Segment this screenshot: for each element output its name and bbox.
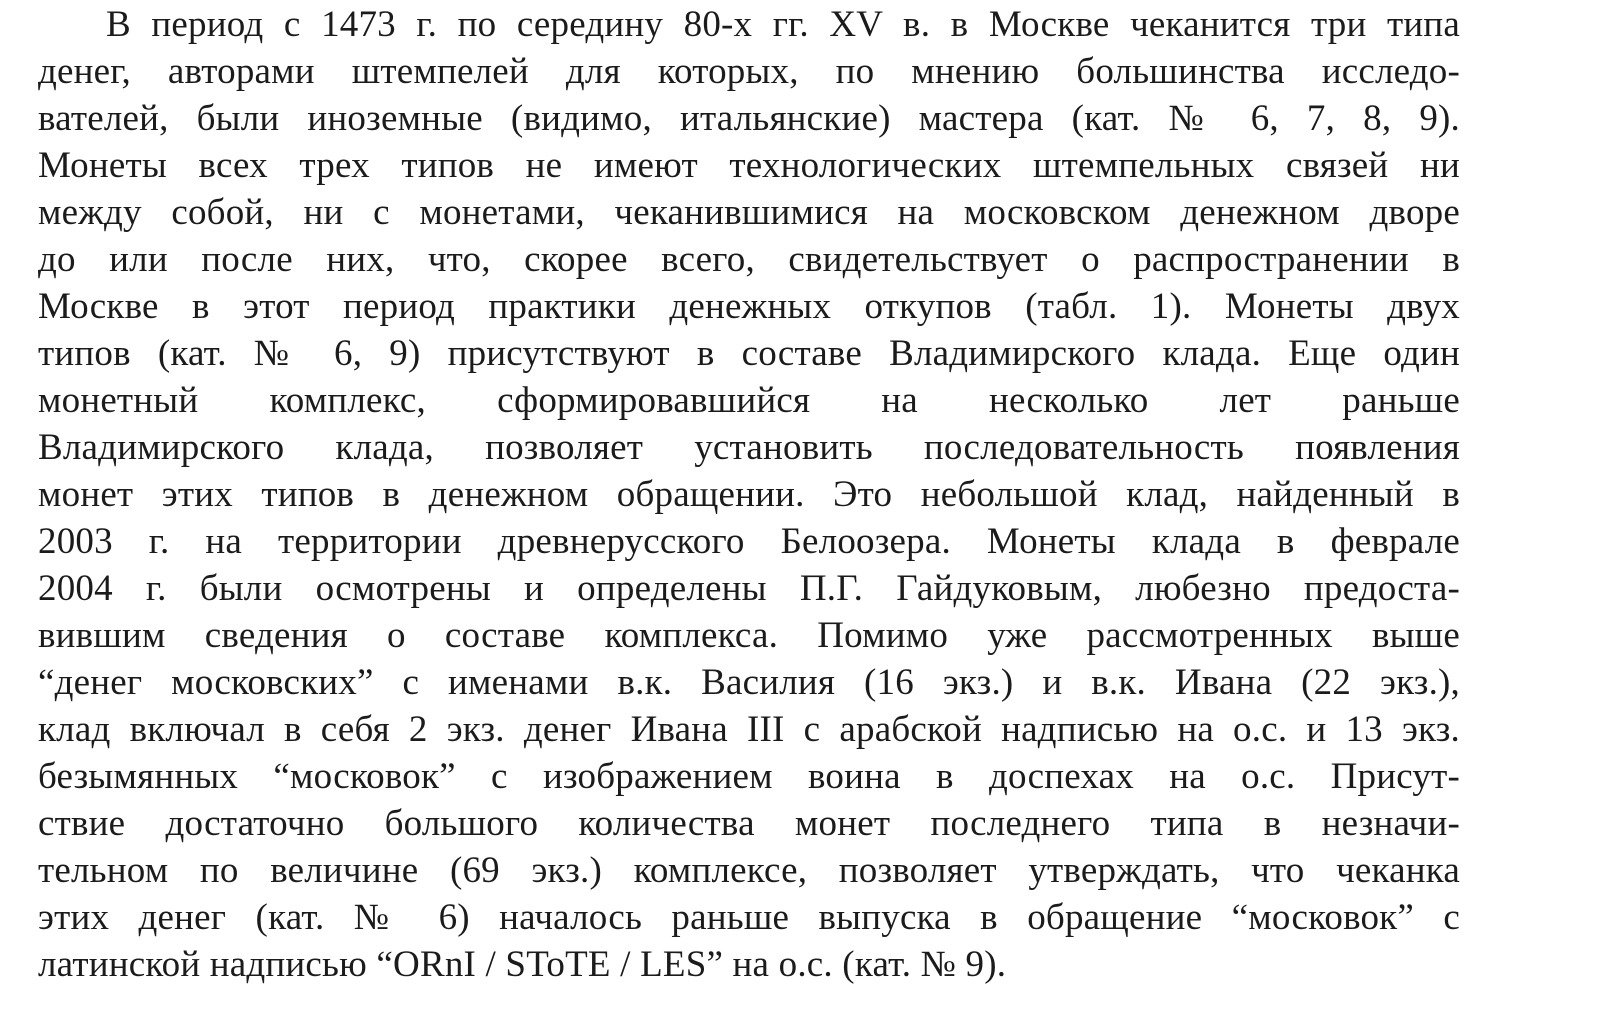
paragraph-line: этих денег (кат. № 6) началось раньше выпуска в обращение “московок” с bbox=[38, 897, 1460, 938]
paragraph-line: латинской надписью “ORnI / SToTE / LES” на о.с. (кат. № 9). bbox=[38, 944, 1007, 985]
paragraph-line: 2003 г. на территории древнерусского Белоозера. Монеты клада в феврале bbox=[38, 521, 1460, 562]
paragraph-line: 2004 г. были осмотрены и определены П.Г. Гайдуковым, любезно предоста- bbox=[38, 568, 1460, 609]
paragraph-line: между собой, ни с монетами, чеканившимися на московском денежном дворе bbox=[38, 192, 1460, 233]
document-page bbox=[38, 0, 1460, 1015]
paragraph-line: вателей, были иноземные (видимо, итальянские) мастера (кат. № 6, 7, 8, 9). bbox=[38, 98, 1460, 139]
paragraph-line: до или после них, что, скорее всего, свидетельствует о распространении в bbox=[38, 239, 1460, 280]
paragraph-line: безымянных “московок” с изображением воина в доспехах на о.с. Присут- bbox=[38, 756, 1460, 797]
paragraph-line: типов (кат. № 6, 9) присутствуют в составе Владимирского клада. Еще один bbox=[38, 333, 1460, 374]
paragraph-line: клад включал в себя 2 экз. денег Ивана III с арабской надписью на о.с. и 13 экз. bbox=[38, 709, 1460, 750]
paragraph-line: Монеты всех трех типов не имеют технологических штемпельных связей ни bbox=[38, 145, 1460, 186]
paragraph-line: В период с 1473 г. по середину 80-х гг. XV в. в Москве чеканится три типа bbox=[106, 4, 1460, 45]
paragraph-line: тельном по величине (69 экз.) комплексе, позволяет утверждать, что чеканка bbox=[38, 850, 1460, 891]
paragraph-line: денег, авторами штемпелей для которых, по мнению большинства исследо- bbox=[38, 51, 1460, 92]
paragraph-line: Владимирского клада, позволяет установить последовательность появления bbox=[38, 427, 1460, 468]
paragraph-line: монетный комплекс, сформировавшийся на несколько лет раньше bbox=[38, 380, 1460, 421]
paragraph-line: Москве в этот период практики денежных откупов (табл. 1). Монеты двух bbox=[38, 286, 1460, 327]
paragraph-line: вившим сведения о составе комплекса. Помимо уже рассмотренных выше bbox=[38, 615, 1460, 656]
paragraph-line: “денег московских” с именами в.к. Василия (16 экз.) и в.к. Ивана (22 экз.), bbox=[38, 662, 1460, 703]
paragraph-line: монет этих типов в денежном обращении. Это небольшой клад, найденный в bbox=[38, 474, 1460, 515]
paragraph-line: ствие достаточно большого количества монет последнего типа в незначи- bbox=[38, 803, 1460, 844]
